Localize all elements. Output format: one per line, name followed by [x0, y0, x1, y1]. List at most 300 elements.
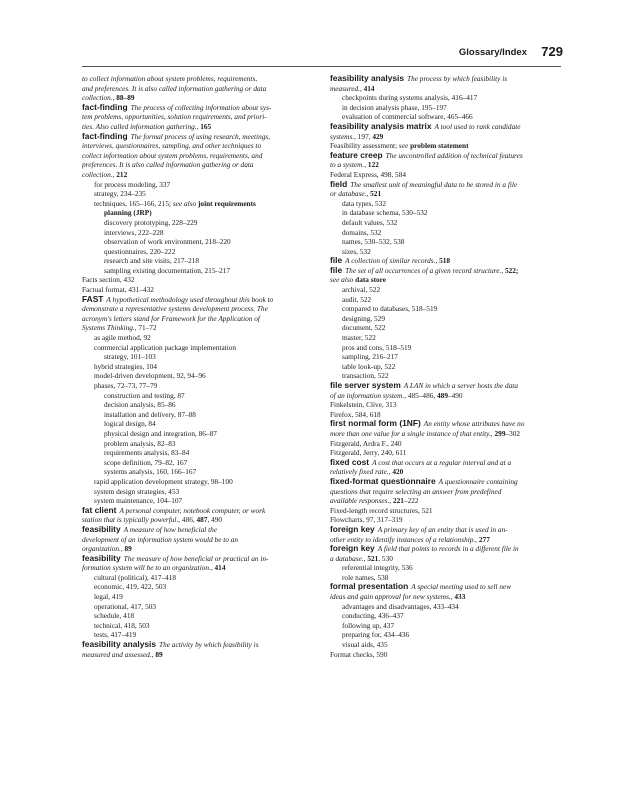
index-line: [82, 122, 320, 132]
definition-text: more than one value for a single instance of that entity.: [330, 428, 491, 438]
index-text: , 490: [207, 515, 223, 525]
index-line: [82, 333, 320, 343]
index-text: advantages and disadvantages, 433–434: [342, 601, 459, 611]
index-text: commercial application package implementation: [94, 342, 237, 352]
index-text: pros and cons, 518–519: [342, 342, 412, 352]
index-line: [82, 496, 320, 506]
glossary-term: fat client: [82, 505, 117, 515]
index-text: ,: [501, 265, 505, 275]
index-text: ,: [120, 544, 125, 554]
index-text: Flowcharts, 97, 317–319: [330, 515, 403, 525]
index-line: [82, 112, 320, 122]
bold-page-ref: planning (JRP): [104, 208, 152, 218]
definition-text: station that is typically powerful.: [82, 515, 179, 525]
index-text: following up, 437: [342, 620, 395, 630]
index-line: [330, 343, 568, 353]
index-line: [330, 621, 568, 631]
index-text: Fitzgerald, Jerry, 240, 611: [330, 448, 407, 458]
index-line: [330, 410, 568, 420]
index-line: [330, 122, 568, 132]
bold-page-ref: 88–89: [116, 93, 135, 103]
index-text: ,: [366, 189, 371, 199]
index-text: , 486,: [178, 515, 197, 525]
definition-text: measured.: [330, 83, 360, 93]
bold-page-ref: 122: [367, 160, 379, 170]
index-text: designing, 529: [342, 313, 385, 323]
index-text: , 485–486,: [404, 390, 438, 400]
index-line: [82, 439, 320, 449]
index-line: [82, 467, 320, 477]
index-line: [330, 323, 568, 333]
index-line: [82, 573, 320, 583]
definition-text: formation system will be to an organization.: [82, 563, 211, 573]
bold-page-ref: 433: [454, 592, 466, 602]
index-text: evaluation of commercial software, 465–466: [342, 112, 473, 122]
index-text: document, 522: [342, 323, 386, 333]
index-text: schedule, 418: [94, 611, 135, 621]
index-line: [330, 563, 568, 573]
glossary-term: formal presentation: [330, 582, 409, 592]
index-text: decision analysis, 85–86: [104, 400, 176, 410]
definition-text: A field that points to records in a different file in: [377, 544, 519, 554]
definition-text: The measure of how beneficial or practical an in-: [123, 553, 269, 563]
definition-text: to collect information about system problems, requirements,: [82, 74, 258, 83]
index-text: sampling, 216–217: [342, 352, 398, 362]
index-line: [82, 151, 320, 161]
definition-text: The set of all occurrences of a given record structure.: [345, 265, 502, 275]
index-text: construction and testing, 87: [104, 390, 185, 400]
index-line: [82, 180, 320, 190]
index-line: [82, 621, 320, 631]
index-line: [82, 391, 320, 401]
index-line: [330, 477, 568, 487]
index-line: [330, 487, 568, 497]
index-line: [82, 208, 320, 218]
index-text: ,: [388, 467, 393, 477]
bold-page-ref: 299: [494, 428, 506, 438]
index-text: , 197,: [354, 131, 373, 141]
index-line: [82, 611, 320, 621]
definition-text: acronym's letters stand for Framework for the Application of: [82, 313, 260, 323]
glossary-term: feasibility: [82, 524, 121, 534]
index-text: domains, 532: [342, 227, 382, 237]
definition-text: interviews, questionnaires, sampling, and other techniques to: [82, 141, 262, 151]
definition-text: A collection of similar records.: [345, 256, 436, 266]
index-text: ,: [435, 256, 440, 266]
definition-text: relatively fixed rate.: [330, 467, 389, 477]
index-line: [82, 362, 320, 372]
index-text: Fixed-length record structures, 521: [330, 505, 433, 515]
index-text: strategy, 234–235: [94, 189, 146, 199]
index-line: [82, 525, 320, 535]
index-text: default values, 532: [342, 217, 398, 227]
index-line: [330, 582, 568, 592]
index-line: [330, 544, 568, 554]
index-line: [82, 237, 320, 247]
definition-text: tem problems, opportunities, solution requirements, and priori-: [82, 112, 267, 122]
glossary-term: feature creep: [330, 150, 383, 160]
index-line: [330, 151, 568, 161]
glossary-term: feasibility: [82, 553, 121, 563]
index-line: [330, 141, 568, 151]
index-line: [330, 112, 568, 122]
index-line: [330, 199, 568, 209]
index-line: [82, 650, 320, 660]
index-line: [82, 429, 320, 439]
index-text: ,: [490, 428, 495, 438]
index-text: for process modeling, 337: [94, 179, 171, 189]
bold-page-ref: 414: [214, 563, 226, 573]
index-line: [82, 458, 320, 468]
index-text: –302: [505, 428, 521, 438]
index-line: [82, 74, 320, 84]
definition-text: demonstrate a representative systems development process. The: [82, 304, 268, 314]
index-text: Factual format, 431–432: [82, 285, 154, 295]
index-text: techniques, 165–166, 215;: [94, 198, 173, 208]
index-line: [82, 323, 320, 333]
bold-page-ref: 420: [392, 467, 404, 477]
index-text: Federal Express, 498, 584: [330, 169, 406, 179]
index-text: sampling existing documentation, 215–217: [104, 265, 231, 275]
definition-text: organization.: [82, 544, 121, 554]
left-column: [82, 74, 320, 659]
index-line: [330, 535, 568, 545]
definition-text: of an information system.: [330, 390, 405, 400]
glossary-term: field: [330, 179, 348, 189]
index-text: conducting, 436–437: [342, 611, 404, 621]
index-line: [82, 189, 320, 199]
page-number: 729: [541, 44, 563, 59]
index-text: ,: [210, 563, 215, 573]
index-line: [330, 602, 568, 612]
bold-page-ref: 489: [437, 390, 448, 400]
index-text: Format checks, 590: [330, 649, 388, 659]
index-line: [330, 189, 568, 199]
bold-page-ref: 89: [155, 649, 163, 659]
index-text: in database schema, 530–532: [342, 208, 428, 218]
definition-text: see: [398, 141, 409, 151]
index-line: [330, 74, 568, 84]
index-line: [330, 228, 568, 238]
index-line: [82, 630, 320, 640]
index-line: [82, 582, 320, 592]
definition-text: available responses.: [330, 496, 390, 506]
glossary-term: feasibility analysis: [82, 640, 157, 650]
index-line: [330, 515, 568, 525]
index-line: [82, 419, 320, 429]
index-line: [82, 352, 320, 362]
index-line: [82, 371, 320, 381]
index-text: –222: [403, 496, 419, 506]
index-text: ,: [363, 553, 368, 563]
index-line: [82, 304, 320, 314]
index-line: [330, 640, 568, 650]
index-line: [82, 199, 320, 209]
index-text: transaction, 522: [342, 371, 389, 381]
index-line: [330, 371, 568, 381]
definition-text: measured and assessed.: [82, 649, 152, 659]
index-line: [330, 650, 568, 660]
index-line: [82, 602, 320, 612]
right-column: [330, 74, 568, 659]
index-line: [330, 381, 568, 391]
index-text: Finkelstein, Clive, 313: [330, 400, 397, 410]
index-text: preparing for, 434–436: [342, 630, 410, 640]
index-text: operational, 417, 503: [94, 601, 157, 611]
index-text: interviews, 222–228: [104, 227, 164, 237]
index-text: logical design, 84: [104, 419, 156, 429]
index-text: scope definition, 79–82, 167: [104, 457, 188, 467]
index-line: [82, 228, 320, 238]
glossary-term: fixed-format questionnaire: [330, 476, 436, 486]
index-text: hybrid strategies, 104: [94, 361, 158, 371]
index-line: [82, 410, 320, 420]
index-line: [82, 141, 320, 151]
index-line: [330, 170, 568, 180]
index-text: cultural (political), 417–418: [94, 572, 177, 582]
index-text: ,: [359, 83, 364, 93]
index-line: [82, 256, 320, 266]
index-line: [82, 515, 320, 525]
index-line: [330, 103, 568, 113]
index-text: ,: [112, 93, 117, 103]
index-line: [330, 180, 568, 190]
index-text: strategy, 101–103: [104, 352, 156, 362]
glossary-term: fact-finding: [82, 131, 128, 141]
index-line: [330, 247, 568, 257]
bold-page-ref: 212: [116, 169, 128, 179]
definition-text: questions that require selecting an answer from predefined: [330, 486, 502, 496]
index-text: Feasibility assessment;: [330, 141, 399, 151]
definition-text: development of an information system would be to an: [82, 534, 239, 544]
glossary-term: feasibility analysis: [330, 74, 405, 83]
definition-text: A measure of how beneficial the: [123, 524, 218, 534]
index-text: rapid application development strategy, 98–100: [94, 476, 233, 486]
index-line: [330, 525, 568, 535]
index-text: requirements analysis, 83–84: [104, 448, 190, 458]
glossary-term: foreign key: [330, 524, 375, 534]
index-text: checkpoints during systems analysis, 416–417: [342, 93, 478, 103]
index-text: tests, 417–419: [94, 630, 137, 640]
definition-text: A primary key of an entity that is used in an-: [377, 524, 508, 534]
definition-text: ties. Also called information gathering.: [82, 121, 197, 131]
index-text: questionnaires, 220–222: [104, 246, 176, 256]
index-text: discovery prototyping, 228–229: [104, 217, 198, 227]
running-header: [0, 44, 619, 64]
index-line: [82, 477, 320, 487]
index-line: [330, 362, 568, 372]
index-line: [330, 391, 568, 401]
index-line: [82, 487, 320, 497]
definition-text: A LAN in which a server hosts the data: [403, 381, 518, 390]
definition-text: Systems Thinking.: [82, 323, 135, 333]
index-text: model-driven development, 92, 94–96: [94, 371, 206, 381]
index-line: [330, 256, 568, 266]
index-line: [82, 160, 320, 170]
index-line: [82, 563, 320, 573]
definition-text: The smallest unit of meaningful data to be stored in a file: [350, 179, 518, 189]
definition-text: A personal computer, notebook computer, or work: [119, 505, 266, 515]
glossary-term: file: [330, 265, 343, 275]
definition-text: other entity to identify instances of a relationship.: [330, 534, 476, 544]
index-text: master, 522: [342, 333, 376, 343]
index-text: ,: [364, 160, 368, 170]
index-line: [82, 640, 320, 650]
definition-text: collection.: [82, 93, 113, 103]
bold-page-ref: 165: [200, 121, 212, 131]
index-line: [82, 103, 320, 113]
index-line: [330, 352, 568, 362]
index-line: [330, 630, 568, 640]
index-text: table look-up, 522: [342, 361, 396, 371]
index-text: phases, 72–73, 77–79: [94, 381, 158, 390]
index-text: ,: [151, 649, 156, 659]
glossary-term: foreign key: [330, 544, 375, 554]
definition-text: A special meeting used to sell new: [411, 582, 512, 592]
index-text: observation of work environment, 218–220: [104, 237, 231, 247]
index-line: [330, 84, 568, 94]
index-line: [330, 573, 568, 583]
index-line: [82, 314, 320, 324]
index-line: [330, 218, 568, 228]
index-text: Facts section, 432: [82, 275, 135, 285]
index-line: [82, 132, 320, 142]
index-text: ,: [475, 534, 479, 544]
index-line: [82, 381, 320, 391]
index-text: research and site visits, 217–218: [104, 256, 200, 266]
index-line: [82, 506, 320, 516]
index-text: role names, 538: [342, 572, 389, 582]
glossary-term: file server system: [330, 381, 401, 390]
definition-text: see also: [172, 198, 197, 208]
index-line: [330, 458, 568, 468]
index-line: [82, 285, 320, 295]
index-line: [82, 84, 320, 94]
index-line: [330, 266, 568, 276]
index-line: [330, 304, 568, 314]
index-line: [330, 295, 568, 305]
definition-text: or database.: [330, 189, 367, 199]
bold-page-ref: 414: [363, 83, 375, 93]
glossary-term: fixed cost: [330, 457, 370, 467]
glossary-term: fact-finding: [82, 102, 128, 112]
index-line: [330, 285, 568, 295]
index-text: installation and delivery, 87–88: [104, 409, 196, 419]
glossary-term: first normal form (1NF): [330, 419, 421, 429]
index-line: [330, 208, 568, 218]
index-line: [330, 448, 568, 458]
index-text: , 71–72: [134, 323, 157, 333]
index-line: [82, 343, 320, 353]
header-rule: [82, 66, 561, 67]
index-line: [82, 170, 320, 180]
bold-page-ref: joint requirements: [197, 198, 256, 208]
index-line: [330, 592, 568, 602]
bold-page-ref: 277: [478, 534, 490, 544]
index-line: [82, 295, 320, 305]
definition-text: collection.: [82, 169, 113, 179]
definition-text: The activity by which feasibility is: [159, 640, 259, 650]
index-text: visual aids, 435: [342, 640, 388, 650]
index-text: Firefox, 584, 618: [330, 409, 381, 419]
index-text: economic, 419, 422, 503: [94, 582, 167, 592]
index-text: Fitzgerald, Ardra F., 240: [330, 438, 402, 448]
index-line: [82, 93, 320, 103]
index-text: ,: [389, 496, 393, 506]
glossary-term: FAST: [82, 294, 104, 304]
index-text: as agile method, 92: [94, 333, 151, 343]
glossary-term: feasibility analysis matrix: [330, 121, 432, 131]
index-line: [82, 266, 320, 276]
definition-text: see also: [330, 275, 354, 285]
bold-page-ref: 429: [372, 131, 384, 141]
definition-text: a database.: [330, 553, 364, 563]
definition-text: A cost that occurs at a regular interval and at a: [372, 457, 512, 467]
index-text: names, 530–532, 538: [342, 237, 405, 247]
index-line: [82, 535, 320, 545]
bold-page-ref: 518: [439, 256, 451, 266]
index-line: [330, 611, 568, 621]
definition-text: The process by which feasibility is: [407, 74, 508, 83]
index-text: sizes, 532: [342, 246, 371, 256]
index-line: [82, 554, 320, 564]
definition-text: The formal process of using research, meetings,: [130, 131, 271, 141]
definition-text: A questionnaire containing: [438, 476, 518, 486]
definition-text: A tool used to rank candidate: [434, 121, 521, 131]
index-text: systems analysis, 160, 166–167: [104, 467, 197, 477]
index-text: compared to databases, 518–519: [342, 304, 438, 314]
index-text: audit, 522: [342, 294, 372, 304]
index-line: [330, 429, 568, 439]
index-line: [330, 333, 568, 343]
definition-text: and preferences. It is also called information gathering or data: [82, 83, 267, 93]
bold-page-ref: 89: [124, 544, 132, 554]
bold-page-ref: 521: [367, 553, 379, 563]
index-line: [330, 237, 568, 247]
section-title: Glossary/Index: [458, 47, 527, 58]
definition-text: ideas and gain approval for new systems.: [330, 592, 451, 602]
index-line: [82, 247, 320, 257]
definition-text: An entity whose attributes have no: [423, 419, 525, 429]
index-line: [330, 419, 568, 429]
index-line: [330, 400, 568, 410]
index-line: [82, 218, 320, 228]
index-line: [82, 448, 320, 458]
index-line: [330, 554, 568, 564]
index-text: archival, 522: [342, 285, 381, 295]
glossary-term: file: [330, 256, 343, 266]
index-text: system maintenance, 104–107: [94, 496, 183, 506]
index-text: in decision analysis phase, 195–197: [342, 102, 447, 112]
index-line: [330, 160, 568, 170]
index-text: technical, 418, 503: [94, 620, 150, 630]
index-line: [330, 467, 568, 477]
index-line: [330, 93, 568, 103]
index-line: [82, 400, 320, 410]
definition-text: The process of collecting information about sys-: [130, 102, 272, 112]
index-text: , 530: [378, 553, 393, 563]
bold-page-ref: problem statement: [410, 141, 469, 151]
definition-text: to a system.: [330, 160, 365, 170]
index-line: [330, 506, 568, 516]
index-line: [330, 496, 568, 506]
bold-page-ref: 521: [370, 189, 382, 199]
index-text: problem analysis, 82–83: [104, 438, 176, 448]
definition-text: The uncontrolled addition of technical features: [385, 150, 523, 160]
index-text: –490: [447, 390, 463, 400]
index-line: [330, 314, 568, 324]
bold-page-ref: data store: [355, 275, 387, 285]
